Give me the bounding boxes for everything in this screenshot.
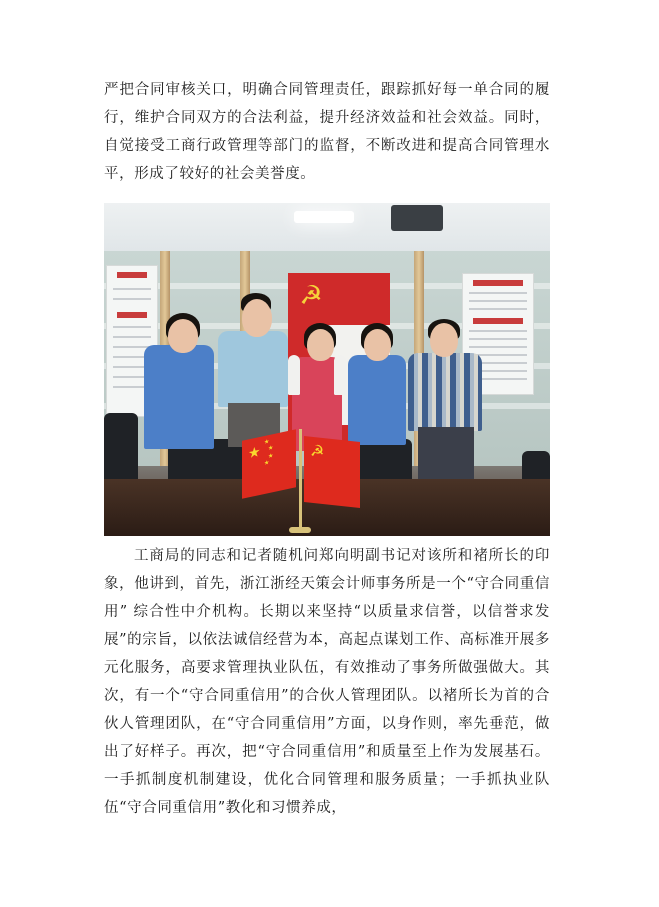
photo-flag-party (304, 436, 360, 508)
flag-star-icon: ★ (268, 452, 274, 461)
paragraph-bottom: 工商局的同志和记者随机问郑向明副书记对该所和褚所长的印象，他讲到，首先，浙江浙经天策会计师事务所是一个“守合同重信用” 综合性中介机构。长期以来坚持“以质量求信誉，以信誉求发展”的宗旨，以依法诚信经营为本，高起点谋划工作、高标准开展多元化服务，高要求管理执业队伍，有效推动了事务所做强做大。其次，有一个“守合同重信用”的合伙人管理团队。以褚所长为首的合伙人管理团队，在“守合同重信用”方面，以身作则，率先垂范，做出了好样子。再次，把“守合同重信用”和质量至上作为发展基石。一手抓制度机制建设，优化合同管理和服务质量；一手抓执业队伍“守合同重信用”教化和习惯养成， (104, 548, 550, 816)
flag-star-icon: ★ (264, 437, 270, 447)
photo-flag-base (289, 527, 311, 533)
photo-flag-national (242, 429, 296, 498)
photo-ceiling-light (294, 211, 354, 223)
flag-star-icon: ★ (248, 443, 261, 463)
group-photo (104, 203, 550, 536)
photo-projector (391, 205, 443, 231)
flag-star-icon: ★ (264, 458, 270, 468)
paragraph-top: 严把合同审核关口，明确合同管理责任，跟踪抓好每一单合同的履行，维护合同双方的合法利益，提升经济效益和社会效益。同时，自觉接受工商行政管理等部门的监督，不断改进和提高合同管理水平，形成了较好的社会美誉度。 (104, 82, 550, 182)
flag-star-icon: ★ (268, 444, 274, 453)
party-emblem-icon: ☭ (310, 440, 325, 462)
photo-chair (104, 413, 138, 483)
party-emblem-icon: ☭ (299, 281, 323, 311)
photo-flagpole (299, 429, 302, 531)
